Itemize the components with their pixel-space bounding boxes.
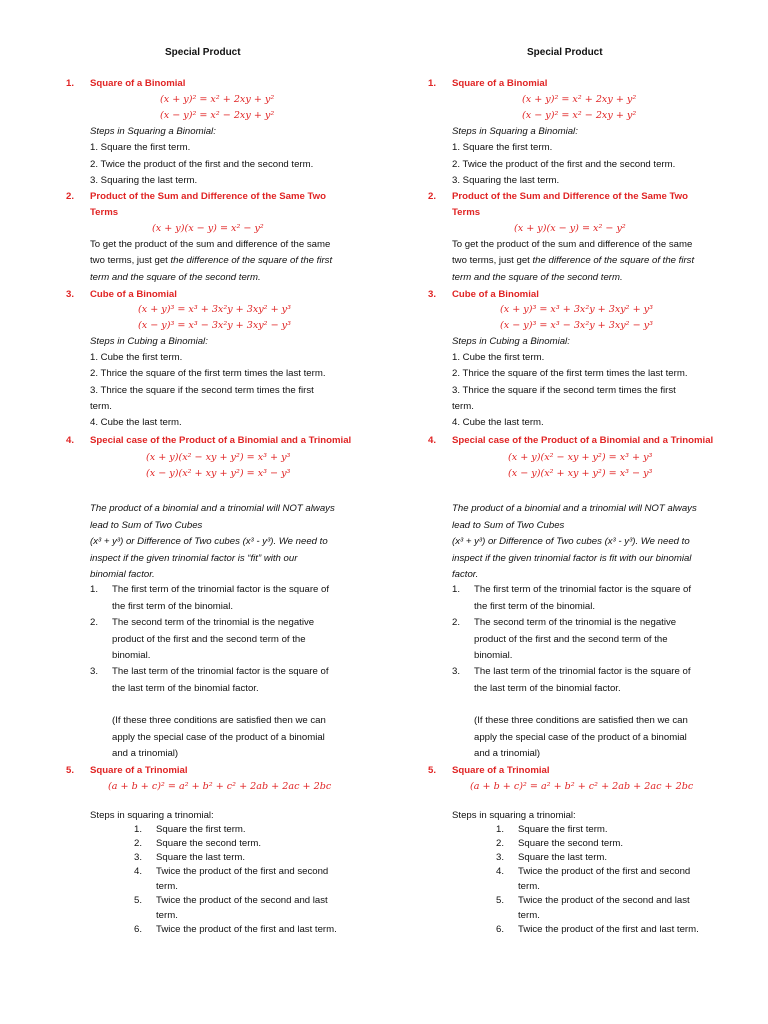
list-line: the first term of the binomial. — [112, 600, 234, 612]
section-heading: Product of the Sum and Difference of the Same Two — [452, 191, 688, 202]
list-line: term. — [518, 880, 540, 892]
equation: (x − y)³ = x³ − 3x²y + 3xy² − y³ — [500, 320, 653, 331]
list-line: Square the last term. — [518, 852, 608, 863]
equation: (x + y)(x − y) = x² − y² — [514, 223, 626, 234]
section-heading-cont: Terms — [452, 207, 481, 218]
list-line: the last term of the binomial factor. — [474, 682, 621, 694]
paragraph-line: binomial factor. — [90, 569, 155, 580]
step-item: 2. Twice the product of the first and the second term. — [452, 158, 676, 170]
section-number: 3. — [66, 289, 75, 300]
paragraph-line: (x³ + y³) or Difference of Two cubes (x³ - y³). We need to — [90, 536, 328, 547]
list-line: The first term of the trinomial factor is the square of — [112, 584, 330, 595]
step-item: 1. Cube the first term. — [452, 352, 545, 363]
section-heading: Square of a Binomial — [452, 78, 548, 89]
emphasis-text: the difference of the square of the first — [170, 255, 333, 266]
steps-title: Steps in Squaring a Binomial: — [452, 126, 578, 137]
paragraph-line: To get the product of the sum and difference of the same — [90, 239, 331, 250]
paragraph-line: inspect if the given trinomial factor is “fit” with our — [90, 552, 298, 564]
section-heading: Product of the Sum and Difference of the Same Two — [90, 191, 326, 202]
section-heading: Special case of the Product of a Binomial and a Trinomial — [452, 435, 714, 446]
equation: (x + y)² = x² + 2xy + y² — [160, 94, 275, 105]
list-number: 1. — [452, 584, 461, 595]
section-number: 2. — [66, 191, 75, 202]
step-item: 3. Thrice the square if the second term times the first — [452, 384, 676, 396]
list-line: Twice the product of the second and last — [518, 895, 690, 906]
section-heading: Cube of a Binomial — [452, 289, 539, 300]
step-item: 2. Twice the product of the first and the second term. — [90, 158, 314, 170]
doc-title: Special Product — [165, 47, 241, 58]
paragraph-line: inspect if the given trinomial factor is fit with our binomial — [452, 552, 692, 564]
section-number: 5. — [66, 765, 75, 776]
section-number: 5. — [428, 765, 437, 776]
step-item: 3. Squaring the last term. — [90, 175, 198, 186]
step-item: 2. Thrice the square of the first term times the last term. — [90, 368, 326, 380]
equation: (x − y)² = x² − 2xy + y² — [522, 110, 637, 121]
list-line: Square the second term. — [156, 838, 262, 849]
equation: (a + b + c)² = a² + b² + c² + 2ab + 2ac + 2bc — [470, 781, 694, 792]
section-number: 4. — [66, 435, 75, 446]
list-line: Twice the product of the first and last term. — [156, 924, 337, 935]
paragraph-line: The product of a binomial and a trinomial will NOT always — [90, 503, 335, 514]
list-line: Twice the product of the first and last term. — [518, 924, 699, 935]
list-line: binomial. — [474, 650, 513, 661]
paragraph-line: To get the product of the sum and difference of the same — [452, 239, 693, 250]
steps-title: Steps in Cubing a Binomial: — [90, 336, 208, 347]
list-number: 3. — [134, 852, 143, 863]
note-line: apply the special case of the product of a binomial — [474, 731, 687, 743]
section-number: 1. — [428, 78, 437, 89]
equation: (x − y)(x² + xy + y²) = x³ − y³ — [146, 468, 291, 479]
note-line: (If these three conditions are satisfied then we can — [112, 715, 326, 726]
list-number: 1. — [134, 824, 143, 835]
list-number: 3. — [496, 852, 505, 863]
doc-title: Special Product — [527, 47, 603, 58]
equation: (x − y)(x² + xy + y²) = x³ − y³ — [508, 468, 653, 479]
equation: (x − y)³ = x³ − 3x²y + 3xy² − y³ — [138, 320, 291, 331]
step-item: term. — [90, 400, 112, 412]
list-number: 1. — [90, 584, 99, 595]
equation: (x + y)² = x² + 2xy + y² — [522, 94, 637, 105]
section-heading: Square of a Binomial — [90, 78, 186, 89]
equation: (x + y)(x − y) = x² − y² — [152, 223, 264, 234]
note-line: and a trinomial) — [112, 748, 179, 759]
section-heading: Square of a Trinomial — [90, 765, 188, 776]
steps-title: Steps in Squaring a Binomial: — [90, 126, 216, 137]
section-number: 3. — [428, 289, 437, 300]
list-line: binomial. — [112, 650, 151, 661]
list-number: 2. — [496, 838, 505, 849]
note-line: (If these three conditions are satisfied then we can — [474, 715, 688, 726]
step-item: 4. Cube the last term. — [452, 417, 544, 429]
paragraph-line: factor. — [452, 569, 479, 580]
list-line: The second term of the trinomial is the negative — [112, 617, 315, 628]
list-number: 4. — [134, 866, 143, 877]
list-number: 2. — [452, 617, 461, 628]
equation: (a + b + c)² = a² + b² + c² + 2ab + 2ac + 2bc — [108, 781, 332, 792]
equation: (x + y)³ = x³ + 3x²y + 3xy² + y³ — [500, 304, 653, 315]
section-heading: Square of a Trinomial — [452, 765, 550, 776]
equation: (x + y)(x² − xy + y²) = x³ + y³ — [146, 452, 291, 463]
paragraph-line: lead to Sum of Two Cubes — [90, 519, 203, 531]
steps-title: Steps in squaring a trinomial: — [90, 810, 214, 821]
list-line: The second term of the trinomial is the negative — [474, 617, 677, 628]
steps-title: Steps in Cubing a Binomial: — [452, 336, 570, 347]
list-line: term. — [156, 880, 178, 892]
list-line: term. — [518, 909, 540, 921]
list-number: 4. — [496, 866, 505, 877]
list-line: product of the first and the second term of the — [474, 633, 668, 645]
list-line: Square the second term. — [518, 838, 624, 849]
list-line: the last term of the binomial factor. — [112, 682, 259, 694]
list-line: Twice the product of the first and second — [156, 866, 329, 877]
list-number: 6. — [134, 924, 143, 935]
step-item: term. — [452, 400, 474, 412]
paragraph-line: term and the square of the second term. — [452, 272, 623, 283]
list-line: the first term of the binomial. — [474, 600, 596, 612]
list-number: 5. — [134, 895, 143, 906]
list-line: product of the first and the second term of the — [112, 633, 306, 645]
list-number: 3. — [452, 666, 461, 677]
list-number: 1. — [496, 824, 505, 835]
paragraph-line: (x³ + y³) or Difference of Two cubes (x³ - y³). We need to — [452, 536, 690, 547]
paragraph-line — [90, 255, 332, 267]
list-number: 5. — [496, 895, 505, 906]
step-item: 3. Thrice the square if the second term times the first — [90, 384, 314, 396]
step-item: 1. Square the first term. — [90, 142, 191, 153]
list-line: The first term of the trinomial factor is the square of — [474, 584, 692, 595]
emphasis-text: the difference of the square of the first — [532, 255, 695, 266]
list-line: Square the first term. — [518, 824, 608, 835]
step-item: 3. Squaring the last term. — [452, 175, 560, 186]
list-number: 2. — [90, 617, 99, 628]
section-heading-cont: Terms — [90, 207, 119, 218]
list-number: 2. — [134, 838, 143, 849]
note-line: apply the special case of the product of a binomial — [112, 731, 325, 743]
step-item: 2. Thrice the square of the first term times the last term. — [452, 368, 688, 380]
section-number: 4. — [428, 435, 437, 446]
text-span: two terms, just get — [90, 255, 171, 266]
section-heading: Special case of the Product of a Binomial and a Trinomial — [90, 435, 352, 446]
equation: (x − y)² = x² − 2xy + y² — [160, 110, 275, 121]
paragraph-line: lead to Sum of Two Cubes — [452, 519, 565, 531]
step-item: 4. Cube the last term. — [90, 417, 182, 429]
note-line: and a trinomial) — [474, 748, 541, 759]
list-line: The last term of the trinomial factor is the square of — [474, 666, 691, 677]
list-line: Square the first term. — [156, 824, 246, 835]
list-line: Square the last term. — [156, 852, 246, 863]
paragraph-line: The product of a binomial and a trinomial will NOT always — [452, 503, 697, 514]
list-line: The last term of the trinomial factor is the square of — [112, 666, 329, 677]
list-line: term. — [156, 909, 178, 921]
section-number: 1. — [66, 78, 75, 89]
list-number: 6. — [496, 924, 505, 935]
equation: (x + y)(x² − xy + y²) = x³ + y³ — [508, 452, 653, 463]
text-span: two terms, just get — [452, 255, 533, 266]
section-number: 2. — [428, 191, 437, 202]
steps-title: Steps in squaring a trinomial: — [452, 810, 576, 821]
step-item: 1. Square the first term. — [452, 142, 553, 153]
list-line: Twice the product of the first and second — [518, 866, 691, 877]
paragraph-line: term and the square of the second term. — [90, 272, 261, 283]
equation: (x + y)³ = x³ + 3x²y + 3xy² + y³ — [138, 304, 291, 315]
section-heading: Cube of a Binomial — [90, 289, 177, 300]
step-item: 1. Cube the first term. — [90, 352, 183, 363]
paragraph-line — [452, 255, 694, 267]
list-line: Twice the product of the second and last — [156, 895, 328, 906]
list-number: 3. — [90, 666, 99, 677]
